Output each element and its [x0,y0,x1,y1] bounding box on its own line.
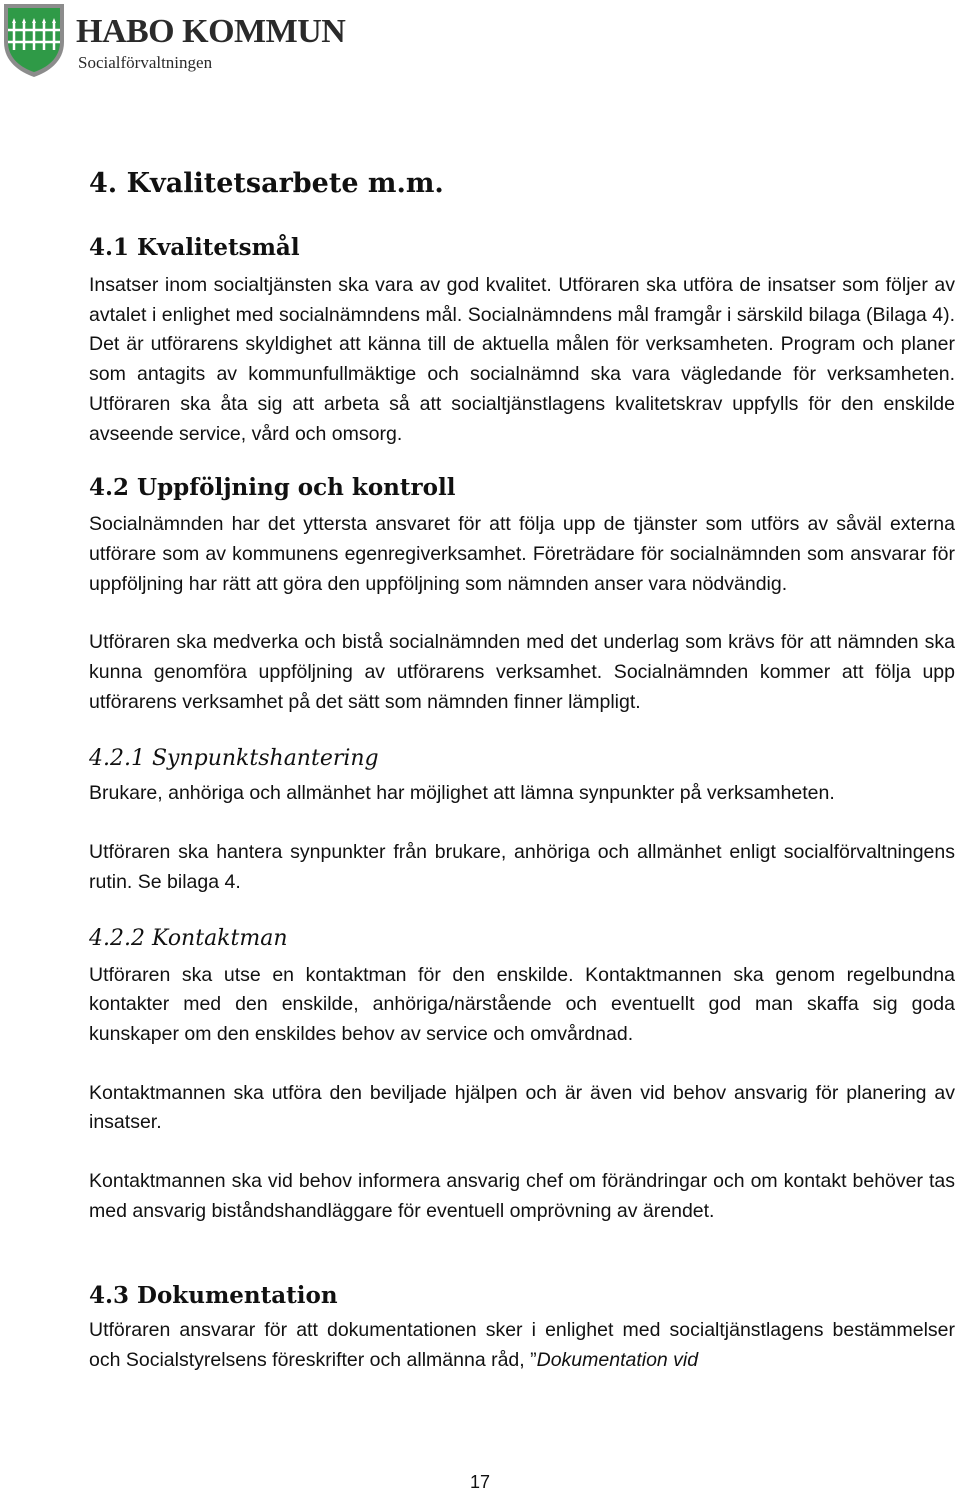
section-4-2-paragraph-2: Utföraren ska medverka och bistå socialnämnden med det underlag som krävs för att nämnden ska kunna genomföra uppföljning av utförarens verksamhet. Socialnämnden kommer att följa upp utförarens verksamhet på det sätt som nämnden finner lämpligt. [89,631,955,713]
section-4-3-text: Utföraren ansvarar för att dokumentationen sker i enlighet med socialtjänstlagens bestämmelser och Socialstyrelsens föreskrifter och allmänna råd, ” [89,1319,955,1372]
section-4-2-heading: 4.2 Uppföljning och kontroll [89,474,456,502]
section-4-2-paragraph-1: Socialnämnden har det yttersta ansvaret för att följa upp de tjänster som utförs av såväl externa utförare som av kommunens egenregiverksamhet. Företrädare för socialnämnden som ansvarar för uppföljning har rätt att göra den uppföljning som nämnden anser vara nödvändig. [89,513,955,595]
section-4-2-1-paragraph-1: Brukare, anhöriga och allmänhet har möjlighet att lämna synpunkter på verksamheten. [89,782,835,805]
section-4-2-1-heading: 4.2.1 Synpunktshantering [89,746,379,772]
section-4-3-heading: 4.3 Dokumentation [89,1282,338,1310]
section-4-2-2-paragraph-3: Kontaktmannen ska vid behov informera ansvarig chef om förändringar och om kontakt behöver tas med ansvarig biståndshandläggare för eventuell omprövning av ärendet. [89,1170,955,1222]
document-body [89,160,955,1376]
shield-logo-icon [2,2,66,78]
section-4-heading: 4. Kvalitetsarbete m.m. [89,168,444,199]
section-4-2-2-paragraph-1: Utföraren ska utse en kontaktman för den enskilde. Kontaktmannen ska genom regelbundna kontakter med den enskilde, anhöriga/närstående och eventuellt god man skaffa sig goda kunskaper om den enskildes behov av service och omvårdnad. [89,963,955,1045]
section-4-2-2-heading: 4.2.2 Kontaktman [89,925,288,951]
page-header [0,0,400,84]
org-subtitle: Socialförvaltningen [78,53,213,72]
org-name: HABO KOMMUN [76,13,346,50]
section-4-3-italic-text: Dokumentation vid [536,1349,699,1372]
section-4-2-2-paragraph-2: Kontaktmannen ska utföra den beviljade hjälpen och är även vid behov ansvarig för planering av insatser. [89,1081,955,1134]
section-4-2-1-paragraph-2: Utföraren ska hantera synpunkter från brukare, anhöriga och allmänhet enligt socialförvaltningens rutin. Se bilaga 4. [89,841,955,893]
section-4-3-paragraph [89,1316,955,1375]
page-number: 17 [469,1472,491,1492]
section-4-1-heading: 4.1 Kvalitetsmål [89,234,300,261]
section-4-1-paragraph: Insatser inom socialtjänsten ska vara av god kvalitet. Utföraren ska utföra de insatser som följer av avtalet i enlighet med socialnämndens mål. Socialnämndens mål framgår i särskild bilaga (Bilaga 4). Det är utförarens skyldighet att känna till de aktuella målen för verksamheten. Program och planer som antagits av kommunfullmäktige och socialnämnd ska vara vägledande för verksamheten. Utföraren ska åta sig att arbeta så att socialtjänstlagens kvalitetskrav uppfylls för den enskilde avseende service, vård och omsorg. [89,274,955,445]
